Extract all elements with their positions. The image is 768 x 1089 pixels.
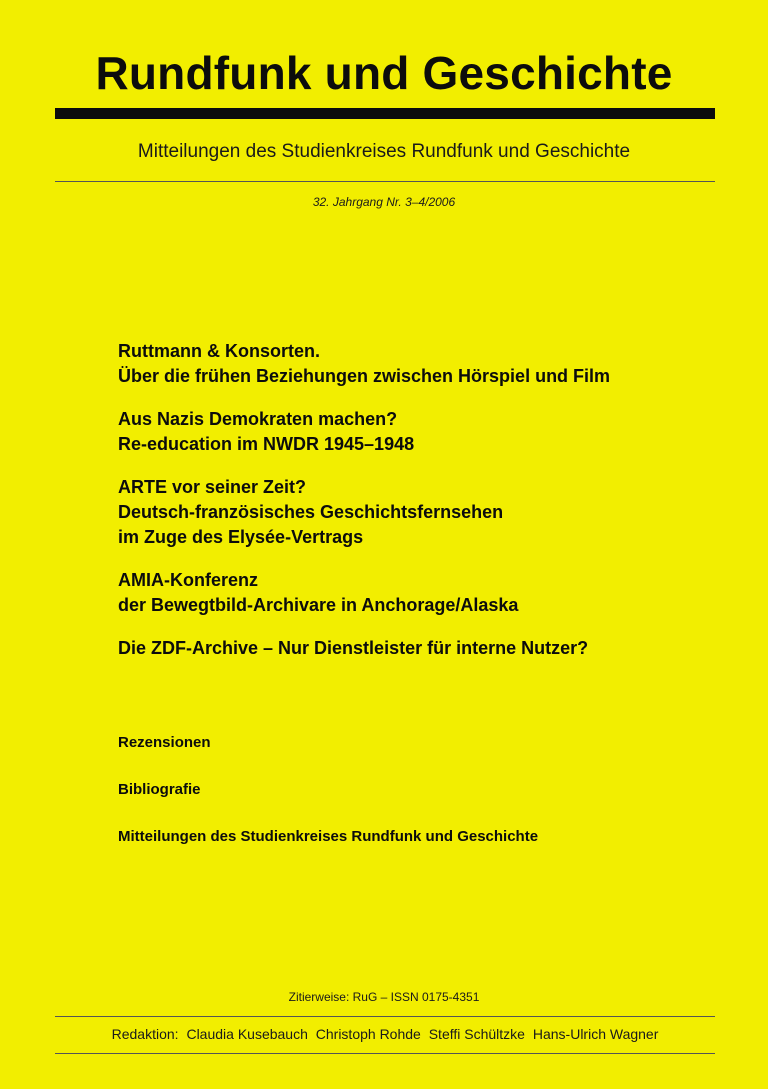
editor-name: Steffi Schültzke	[428, 1026, 525, 1042]
article-title: ARTE vor seiner Zeit?	[118, 477, 307, 497]
section-bibliography: Bibliografie	[118, 781, 201, 798]
citation-line: Zitierweise: RuG – ISSN 0175-4351	[288, 990, 480, 1004]
article-item	[118, 636, 728, 661]
article-item	[118, 339, 728, 389]
article-title: Aus Nazis Demokraten machen?	[118, 409, 398, 429]
section-list	[118, 733, 728, 874]
article-item	[118, 568, 728, 618]
article-item	[118, 475, 728, 550]
article-subtitle: Re-education im NWDR 1945–1948	[118, 434, 415, 454]
journal-subtitle: Mitteilungen des Studienkreises Rundfunk und Geschichte	[137, 141, 631, 162]
section-reviews: Rezensionen	[118, 734, 211, 751]
editor-name: Claudia Kusebauch	[186, 1026, 308, 1042]
section-announcements: Mitteilungen des Studienkreises Rundfunk und Geschichte	[118, 828, 539, 845]
issue-number: 32. Jahrgang Nr. 3–4/2006	[312, 195, 456, 209]
article-title: Ruttmann & Konsorten.	[118, 341, 320, 361]
title-bar	[55, 108, 715, 119]
editors-line	[55, 1026, 715, 1042]
header-divider	[55, 181, 715, 182]
article-title: Die ZDF-Archive – Nur Dienstleister für interne Nutzer?	[118, 638, 589, 658]
editor-name: Hans-Ulrich Wagner	[532, 1026, 659, 1042]
article-list	[118, 339, 728, 679]
journal-title: Rundfunk und Geschichte	[95, 47, 673, 99]
footer-divider-top	[55, 1016, 715, 1017]
article-subtitle: im Zuge des Elysée-Vertrags	[118, 527, 364, 547]
article-subtitle: Über die frühen Beziehungen zwischen Hörspiel und Film	[118, 366, 611, 386]
article-subtitle: der Bewegtbild-Archivare in Anchorage/Alaska	[118, 595, 519, 615]
article-title: AMIA-Konferenz	[118, 570, 258, 590]
editors-label: Redaktion:	[111, 1026, 179, 1042]
editor-name: Christoph Rohde	[315, 1026, 421, 1042]
article-item	[118, 407, 728, 457]
article-subtitle: Deutsch-französisches Geschichtsfernsehen	[118, 502, 504, 522]
footer-divider-bottom	[55, 1053, 715, 1054]
